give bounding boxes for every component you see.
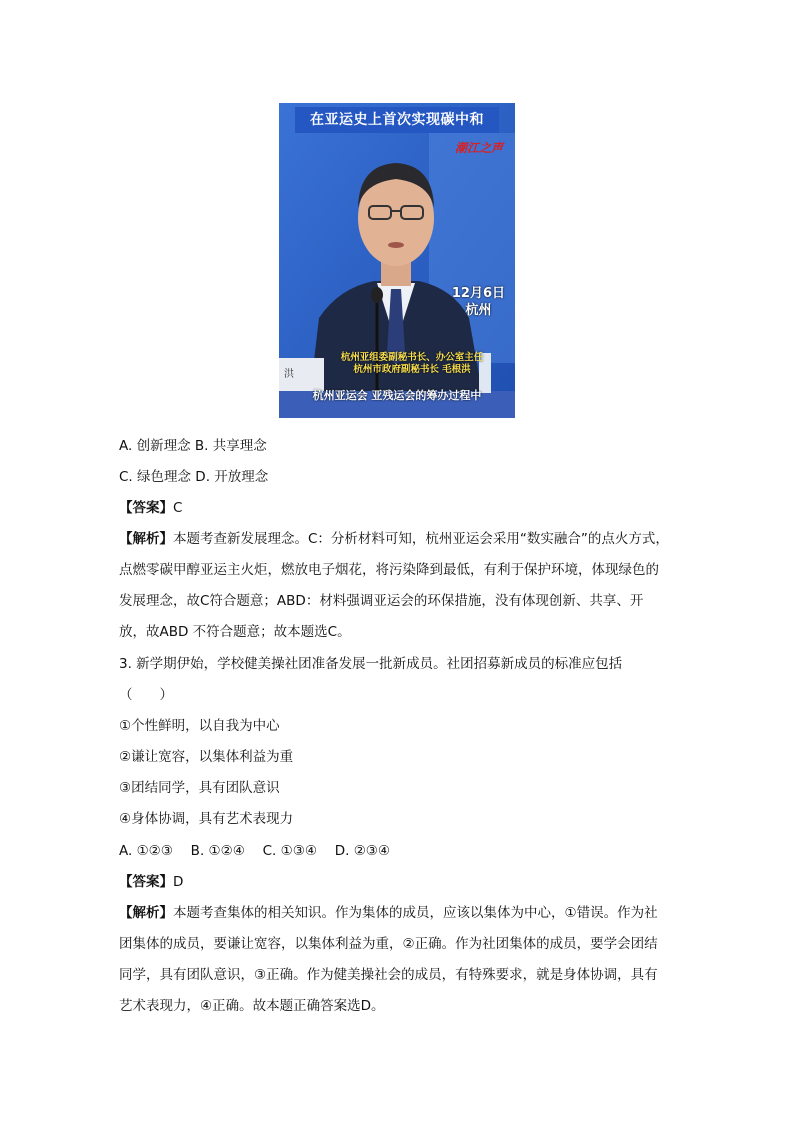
photo-banner: 在亚运史上首次实现碳中和: [295, 107, 499, 133]
q2-answer: [119, 498, 182, 518]
photo-subtitle: 杭州亚运会 亚残运会的筹办过程中: [312, 389, 482, 402]
analysis-line: 【解析】本题考查集体的相关知识。作为集体的成员，应该以集体为中心，①错误。作为社: [119, 905, 658, 921]
q3-item: ④身体协调，具有艺术表现力: [119, 811, 294, 827]
q3-answer: [119, 872, 183, 892]
news-photo: [279, 103, 515, 418]
analysis-line: 团集体的成员，要谦让宽容，以集体利益为重，②正确。作为社团集体的成员，要学会团结: [119, 936, 658, 952]
analysis-line: 放，故ABD 不符合题意；故本题选C。: [119, 624, 351, 640]
analysis-line: 【解析】本题考查新发展理念。C：分析材料可知，杭州亚运会采用“数实融合”的点火方式，: [119, 531, 669, 547]
analysis-tag: 【解析】: [119, 531, 173, 547]
q2-options-cd: C. 绿色理念 D. 开放理念: [119, 469, 269, 485]
q3-analysis: [119, 898, 679, 1022]
answer-value: C: [173, 500, 183, 516]
speaker-title: 杭州亚组委副秘书长、办公室主任: [340, 352, 484, 363]
analysis-line: 艺术表现力，④正确。故本题正确答案选D。: [119, 998, 385, 1014]
date-line: 12月6日: [451, 286, 505, 301]
analysis-line: 点燃零碳甲醇亚运主火炬，燃放电子烟花，将污染降到最低，有利于保护环境，体现绿色的: [119, 562, 659, 578]
q3-item: ②谦让宽容，以集体利益为重: [119, 749, 294, 765]
photo-date: [452, 285, 505, 319]
analysis-tag: 【解析】: [119, 905, 173, 921]
q3-item: ①个性鲜明，以自我为中心: [119, 718, 280, 734]
answer-tag: 【答案】: [119, 500, 173, 516]
analysis-line: 同学，具有团队意识，③正确。作为健美操社会的成员，有特殊要求，就是身体协调，具有: [119, 967, 658, 983]
speaker-caption: [317, 352, 507, 376]
q3-item: ③团结同学，具有团队意识: [119, 780, 280, 796]
nameplate-text: 洪: [284, 369, 294, 380]
q3-stem-blank: （ ）: [119, 687, 173, 703]
analysis-line: 发展理念，故C符合题意；ABD：材料强调亚运会的环保措施，没有体现创新、共享、开: [119, 593, 644, 609]
speaker-name: 杭州市政府副秘书长 毛根洪: [353, 364, 471, 375]
q3-stem: 3. 新学期伊始，学校健美操社团准备发展一批新成员。社团招募新成员的标准应包括: [119, 656, 623, 672]
q3-options: A. ①②③ B. ①②④ C. ①③④ D. ②③④: [119, 843, 391, 859]
answer-value: D: [173, 874, 184, 890]
broadcaster-logo: 潮江之声: [454, 141, 503, 155]
q2-options-ab: A. 创新理念 B. 共享理念: [119, 438, 267, 454]
city-line: 杭州: [465, 303, 492, 318]
q2-analysis: [119, 524, 679, 648]
answer-tag: 【答案】: [119, 874, 173, 890]
